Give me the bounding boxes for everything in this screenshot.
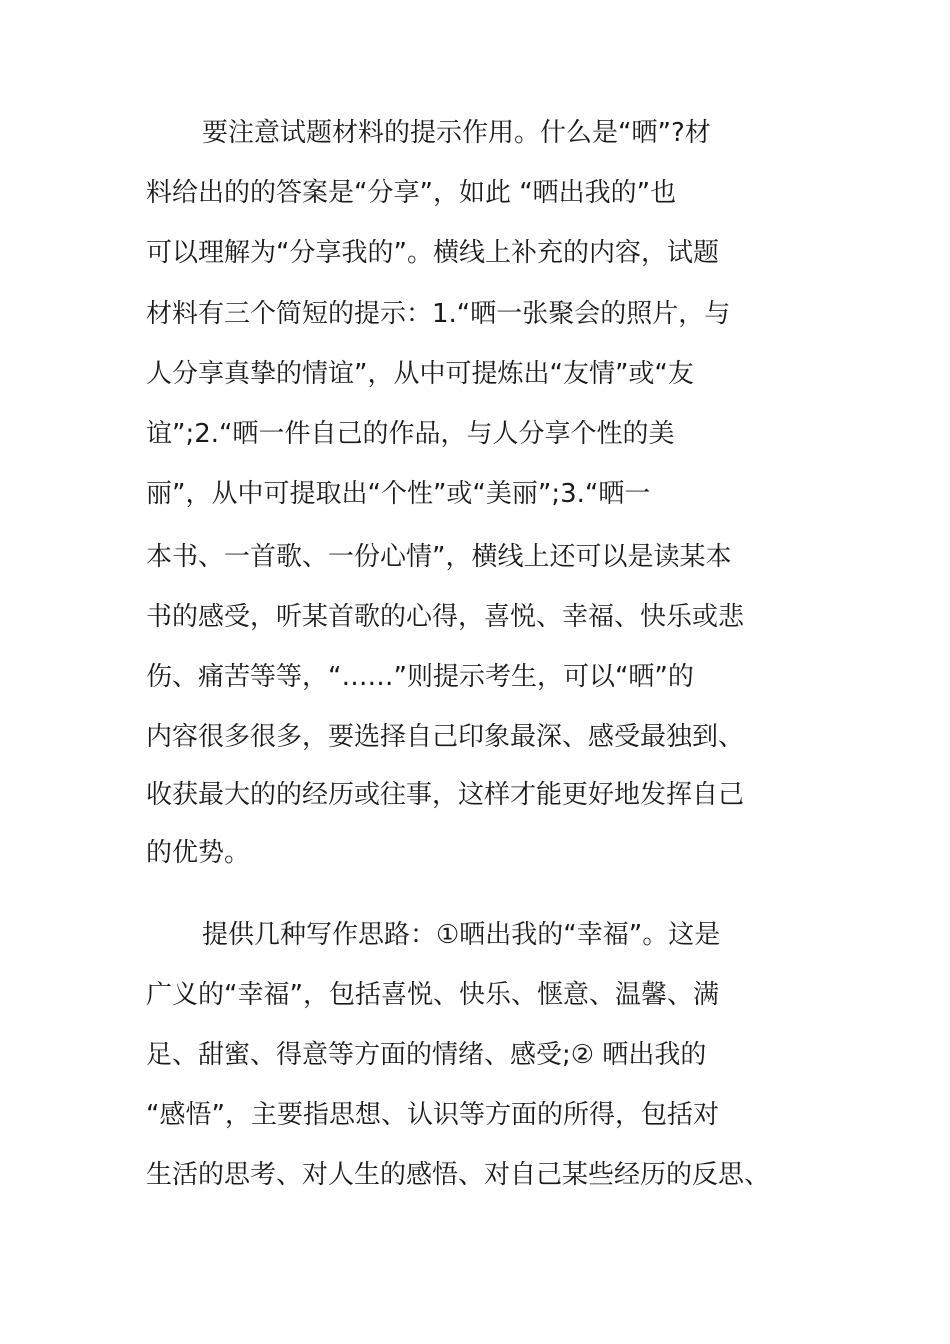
paragraph-1-line-2: 料给出的的答案是“分享”，如此 “晒出我的”也 bbox=[146, 178, 677, 208]
paragraph-1-line-6: 谊”;2.“晒一件自己的作品，与人分享个性的美 bbox=[146, 419, 675, 449]
paragraph-1-line-10: 伤、痛苦等等，“……”则提示考生，可以“晒”的 bbox=[146, 662, 694, 692]
paragraph-1-line-4: 材料有三个简短的提示：1.“晒一张聚会的照片，与 bbox=[146, 299, 731, 329]
paragraph-1-line-7: 丽”，从中可提取出“个性”或“美丽”;3.“晒一 bbox=[146, 479, 651, 509]
paragraph-2-line-2: 广义的“幸福”，包括喜悦、快乐、惬意、温馨、满 bbox=[146, 980, 719, 1010]
paragraph-2-line-4: “感悟”，主要指思想、认识等方面的所得，包括对 bbox=[146, 1100, 719, 1130]
paragraph-1-line-1: 要注意试题材料的提示作用。什么是“晒”?材 bbox=[202, 118, 711, 148]
paragraph-2-line-3: 足、甜蜜、得意等方面的情绪、感受;② 晒出我的 bbox=[146, 1040, 707, 1070]
paragraph-1-line-12: 收获最大的的经历或往事，这样才能更好地发挥自己 bbox=[146, 780, 745, 810]
paragraph-1-line-8: 本书、一首歌、一份心情”，横线上还可以是读某本 bbox=[146, 542, 732, 572]
paragraph-2-line-5: 生活的思考、对人生的感悟、对自己某些经历的反思、 bbox=[146, 1160, 771, 1190]
paragraph-1-line-3: 可以理解为“分享我的”。横线上补充的内容，试题 bbox=[146, 238, 719, 268]
paragraph-1-line-5: 人分享真挚的情谊”，从中可提炼出“友情”或“友 bbox=[146, 359, 694, 389]
paragraph-1-line-13: 的优势。 bbox=[146, 838, 251, 868]
paragraph-2-line-1: 提供几种写作思路：①晒出我的“幸福”。这是 bbox=[202, 920, 721, 950]
paragraph-1-line-9: 书的感受，听某首歌的心得，喜悦、幸福、快乐或悲 bbox=[146, 602, 745, 632]
paragraph-1-line-11: 内容很多很多，要选择自己印象最深、感受最独到、 bbox=[146, 722, 745, 752]
